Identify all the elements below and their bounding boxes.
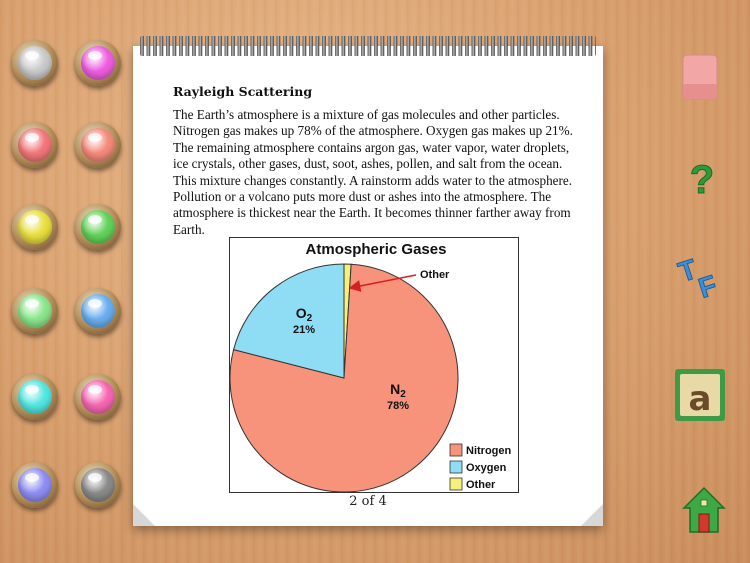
swatch-color-fill [81,46,115,80]
vocab-glyph: a [688,379,712,419]
eraser-icon [682,54,718,100]
swatch-color-fill [18,128,52,162]
color-swatch-light-green[interactable] [12,288,58,334]
spiral-binding [140,36,596,56]
article-title: Rayleigh Scattering [173,84,313,99]
letter-a-block-icon [674,368,726,422]
true-glyph: T [674,253,701,288]
color-swatch-lavender[interactable] [12,462,58,508]
pie-chart-frame [229,237,519,493]
swatch-color-fill [81,294,115,328]
eraser-button[interactable] [682,54,718,100]
slice-value-oxygen: 21% [292,324,316,336]
legend-label-nitrogen: Nitrogen [466,445,512,457]
color-swatch-green[interactable] [75,204,121,250]
slice-value-nitrogen: 78% [386,400,410,412]
home-button[interactable] [682,486,726,534]
slice-label-oxygen: $O_2$ [295,305,313,324]
color-swatch-gray[interactable] [12,40,58,86]
help-glyph: ? [689,158,715,201]
pie-chart [230,238,518,492]
chart-title: Atmospheric Gases [305,241,447,258]
help-button[interactable] [684,155,720,201]
color-swatch-red[interactable] [12,122,58,168]
color-swatch-pink[interactable] [75,374,121,420]
swatch-color-fill [18,468,52,502]
color-swatch-salmon[interactable] [75,122,121,168]
page-indicator: 2 of 4 [349,494,387,509]
legend-swatch-other [450,478,462,490]
swatch-color-fill [18,294,52,328]
legend-swatch-oxygen [450,461,462,473]
true-false-button[interactable] [670,252,726,304]
true-false-icon [670,252,726,304]
swatch-color-fill [81,468,115,502]
vocabulary-button[interactable] [674,368,726,422]
question-mark-icon [684,155,720,201]
swatch-color-fill [18,380,52,414]
swatch-color-fill [81,380,115,414]
legend-swatch-nitrogen [450,444,462,456]
notebook-page [133,46,603,526]
slice-label-nitrogen: $N_2$ [390,381,406,400]
color-swatch-yellow[interactable] [12,204,58,250]
legend-label-oxygen: Oxygen [466,462,507,474]
swatch-color-fill [81,210,115,244]
legend-label-other: Other [466,479,496,491]
swatch-color-fill [18,210,52,244]
annotation-other: Other [420,269,450,281]
home-icon [682,486,726,534]
swatch-color-fill [18,46,52,80]
color-swatch-cyan[interactable] [12,374,58,420]
swatch-color-fill [81,128,115,162]
color-swatch-magenta[interactable] [75,40,121,86]
article-paragraph: The Earth’s atmosphere is a mixture of gas molecules and other particles. Nitrogen gas makes up 78% of the atmosphere. Oxygen gas makes up 21%. The remaining atmosphere contains argon gas, water vapor, water droplets, ice crystals, other gases, dust, soot, ashes, pollen, and salt from the ocean. This mixture changes constantly. A rainstorm adds water to the atmosphere. Pollution or a volcano puts more dust or ashes into the atmosphere. The atmosphere is thickest near the Earth. It becomes thinner farther away from Earth. [173,107,573,237]
false-glyph: F [694,269,721,304]
color-swatch-dark-gray[interactable] [75,462,121,508]
color-swatch-blue[interactable] [75,288,121,334]
